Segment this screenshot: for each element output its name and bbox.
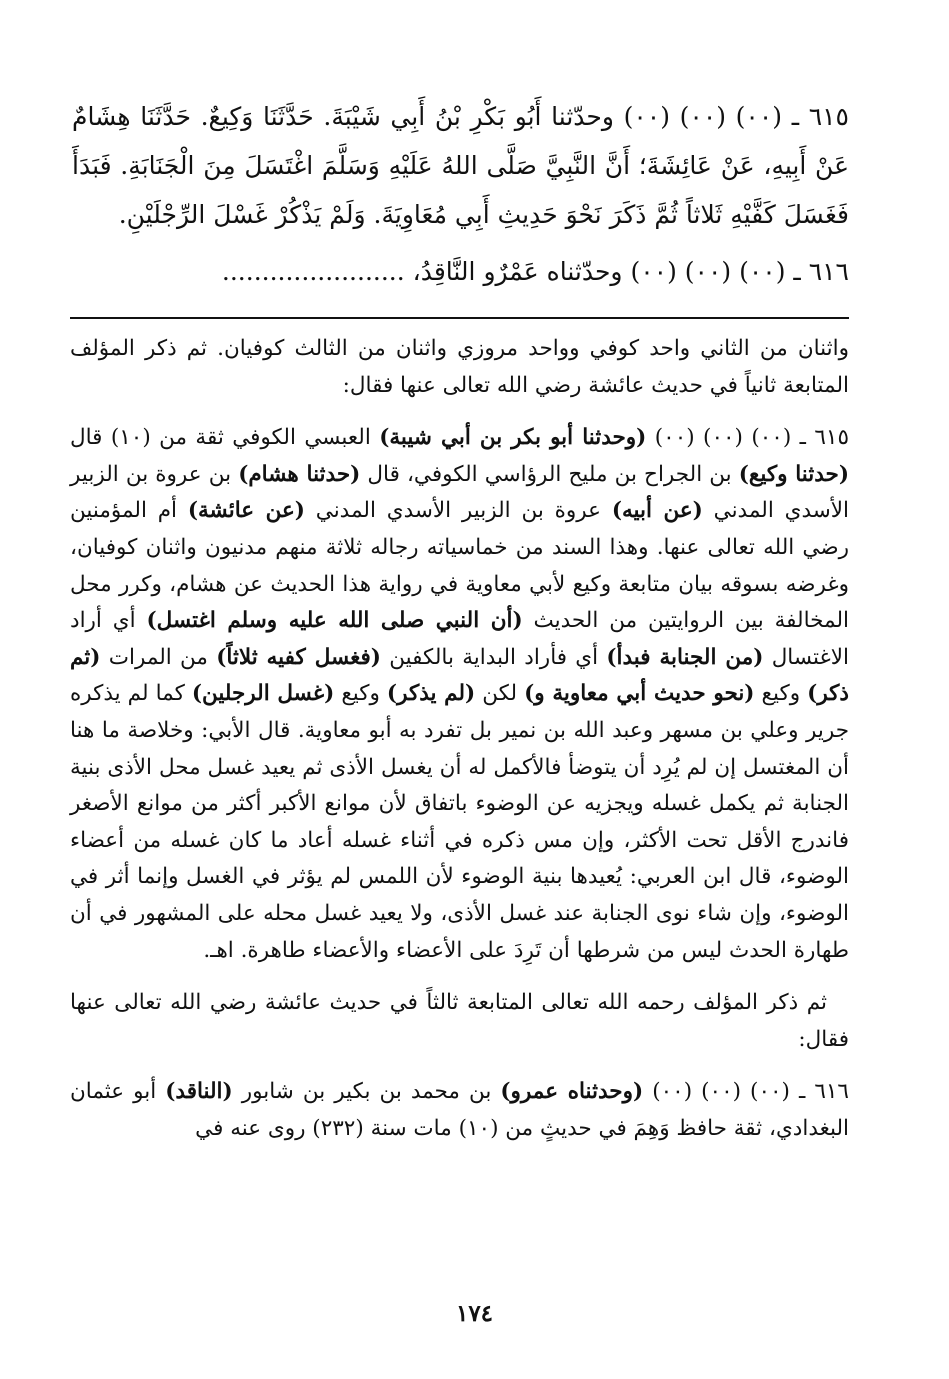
bold-quote-segment: (نحو حديث أبي معاوية و) bbox=[524, 681, 755, 707]
bold-quote-segment: (وحدثنا أبو بكر بن أبي شيبة) bbox=[379, 425, 647, 451]
text-segment: وكيع bbox=[334, 681, 387, 707]
bold-quote-segment: (حدثنا هشام) bbox=[238, 461, 361, 487]
text-segment: كما لم يذكره جرير وعلي بن مسهر وعبد الله بن نمير بل تفرد به أبو معاوية. قال الأبي: وخلاصة ما هنا أن المغتسل إن لم يُرِد أن يتوضأ فالأكمل له أن يغسل الأذى ثم يعيد غسل محل الأذى بنية الجنابة ثم يكمل غسله ويجزيه عن الوضوء باتفاق لأن موانع الأكبر أكثر من موانع الأصغر فاندرج الأقل تحت الأكثر، وإن مس ذكره في أثناء غسله أعاد ما كان غسله من أعضاء الوضوء، قال ابن العربي: يُعيدها بنية الوضوء لأن اللمس لم يؤثر في الغسل وإنما أثر في الوضوء، وإن شاء نوى الجنابة عند غسل الأذى، ولا يعيد غسل محله على المشهور في أن طهارة الحدث ليس من شرطها أن تَرِدَ على الأعضاء والأعضاء طاهرة. اهـ. bbox=[70, 681, 849, 963]
text-segment: بن محمد بن بكير بن شابور bbox=[232, 1079, 501, 1105]
page-number: ١٧٤ bbox=[455, 1300, 494, 1327]
bold-quote-segment: (أن النبي صلى الله عليه وسلم اغتسل) bbox=[146, 608, 523, 634]
text-segment: بن الجراح بن مليح الرؤاسي الكوفي، قال bbox=[360, 461, 739, 487]
text-segment: من المرات bbox=[100, 644, 217, 670]
text-segment: ٦١٥ ـ (٠٠) (٠٠) (٠٠) bbox=[646, 425, 849, 451]
commentary-block bbox=[70, 331, 849, 1147]
text-segment: أم المؤمنين رضي الله تعالى عنها. وهذا السند من خماسياته رجاله ثلاثة منهم مدنيون واثنان كوفيان، وغرضه بسوقه بيان متابعة وكيع لأبي معاوية في رواية هذا الحديث عن هشام، وكرر محل المخالفة بين الروايتين من الحديث bbox=[70, 498, 849, 634]
text-segment: ٦١٦ ـ (٠٠) (٠٠) (٠٠) bbox=[643, 1079, 849, 1105]
commentary-intro: واثنان من الثاني واحد كوفي وواحد مروزي واثنان من الثالث كوفيان. ثم ذكر المؤلف المتابعة ثانياً في حديث عائشة رضي الله تعالى عنها فقال: bbox=[70, 336, 849, 398]
text-segment: وكيع bbox=[754, 681, 808, 707]
text-segment: أي أراد الاغتسال bbox=[70, 608, 850, 670]
text-segment: العبسي الكوفي ثقة من (١٠) قال bbox=[70, 425, 380, 451]
bold-quote-segment: (عن عائشة) bbox=[187, 498, 305, 524]
bold-quote-segment: (لم يذكر) bbox=[386, 681, 476, 707]
bold-quote-segment: (من الجنابة فبدأ) bbox=[606, 644, 764, 670]
hadith-text-block bbox=[72, 92, 849, 296]
bold-quote-segment: (ثم ذكر) bbox=[70, 644, 849, 707]
text-segment: بن عروة بن الزبير الأسدي المدني bbox=[70, 461, 849, 524]
hadith-616: ٦١٦ ـ (٠٠) (٠٠) (٠٠) وحدّثناه عَمْرٌو النَّاقِدُ، ....................... bbox=[221, 257, 849, 286]
text-segment: لكن bbox=[475, 681, 525, 707]
bold-quote-segment: (الناقد) bbox=[165, 1079, 233, 1105]
text-segment: أي فأراد البداية بالكفين bbox=[380, 644, 607, 670]
commentary-615 bbox=[70, 420, 849, 969]
footnote-divider bbox=[70, 317, 849, 319]
commentary-616 bbox=[70, 1074, 849, 1147]
bold-quote-segment: (وحدثناه عمرو) bbox=[500, 1079, 644, 1105]
commentary-transition: ثم ذكر المؤلف رحمه الله تعالى المتابعة ثالثاً في حديث عائشة رضي الله تعالى عنها فقال: bbox=[70, 990, 849, 1052]
hadith-615: ٦١٥ ـ (٠٠) (٠٠) (٠٠) وحدّثنا أَبُو بَكْرِ بْنُ أَبِي شَيْبَةَ. حَدَّثَنَا وَكِيعٌ. حَدَّثَنَا هِشَامٌ عَنْ أَبِيهِ، عَنْ عَائِشَةَ؛ أَنَّ النَّبِيَّ صَلَّى اللهُ عَلَيْهِ وَسَلَّمَ اغْتَسَلَ مِنَ الْجَنَابَةِ. فَبَدَأَ فَغَسَلَ كَفَّيْهِ ثَلاثاً ثُمَّ ذَكَرَ نَحْوَ حَدِيثِ أَبِي مُعَاوِيَةَ. وَلَمْ يَذْكُرْ غَسْلَ الرِّجْلَيْنِ. bbox=[72, 102, 849, 229]
bold-quote-segment: (حدثنا وكيع) bbox=[738, 461, 850, 487]
bold-quote-segment: (غسل الرجلين) bbox=[191, 681, 335, 707]
bold-quote-segment: (فغسل كفيه ثلاثاً) bbox=[216, 644, 381, 670]
text-segment: أبو عثمان البغدادي، ثقة حافظ وَهِمَ في حديثٍ من (١٠) مات سنة (٢٣٢) روى عنه في bbox=[70, 1079, 849, 1141]
bold-quote-segment: (عن أبيه) bbox=[611, 498, 703, 524]
text-segment: عروة بن الزبير الأسدي المدني bbox=[304, 498, 612, 524]
